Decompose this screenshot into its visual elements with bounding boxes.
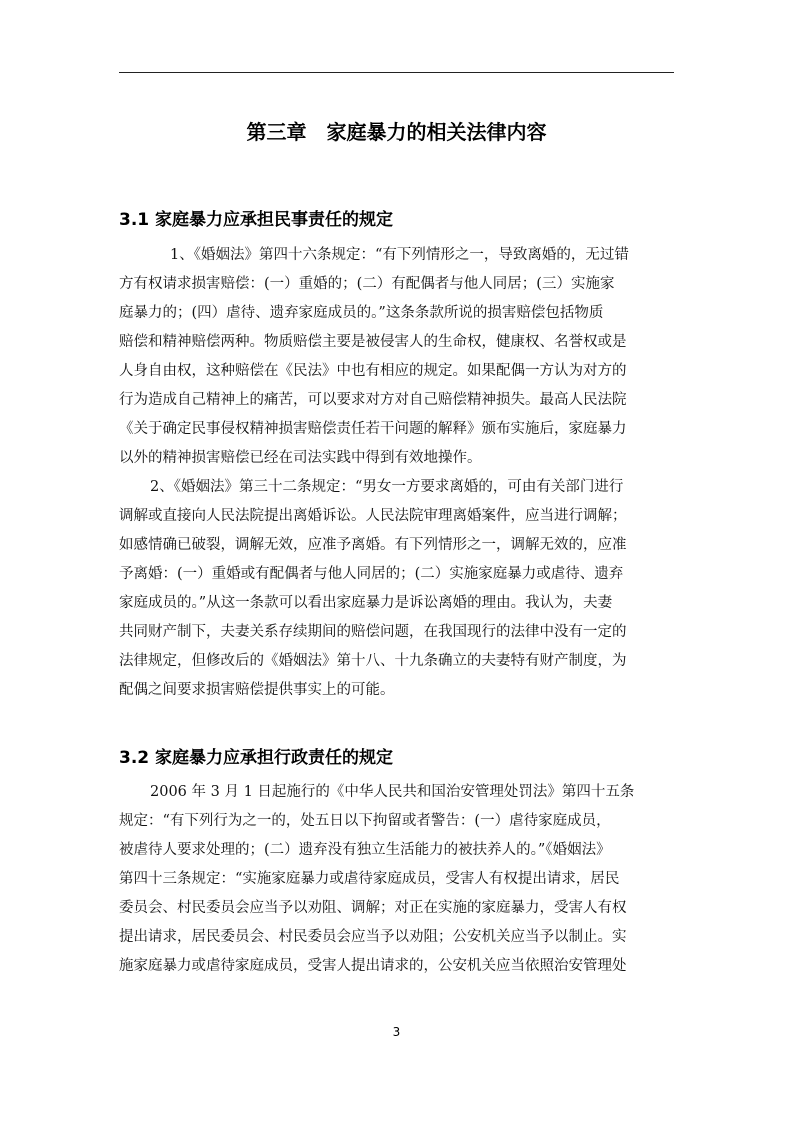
paragraph-line: 法律规定，但修改后的《婚姻法》第十八、十九条确立的夫妻特有财产制度，为 [119, 653, 627, 669]
paragraph-line: 行为造成自己精神上的痛苦，可以要求对方对自己赔偿精神损失。最高人民法院 [119, 392, 627, 408]
paragraph-line: 共同财产制下，夫妻关系存续期间的赔偿问题，在我国现行的法律中没有一定的 [119, 624, 627, 640]
section-heading-3-2: 3.2 家庭暴力应承担行政责任的规定 [119, 748, 394, 768]
paragraph-line: 规定：“有下列行为之一的，处五日以下拘留或者警告：(一）虐待家庭成员， [119, 813, 611, 829]
paragraph-line: 2、《婚姻法》第三十二条规定：“男女一方要求离婚的，可由有关部门进行 [150, 479, 624, 495]
paragraph-line: 1、《婚姻法》第四十六条规定：“有下列情形之一，导致离婚的，无过错 [170, 247, 629, 263]
paragraph-line: 提出请求，居民委员会、村民委员会应当予以劝阻；公安机关应当予以制止。实 [119, 929, 627, 945]
paragraph-line: 以外的精神损害赔偿已经在司法实践中得到有效地操作。 [119, 450, 482, 466]
paragraph-line: 第四十三条规定：“实施家庭暴力或虐待家庭成员，受害人有权提出请求，居民 [119, 871, 620, 887]
page-number: 3 [392, 1025, 401, 1039]
paragraph-line: 《关于确定民事侵权精神损害赔偿责任若干问题的解释》颁布实施后，家庭暴力 [119, 421, 627, 437]
paragraph-3-1-2 [119, 473, 674, 705]
paragraph-line: 人身自由权，这种赔偿在《民法》中也有相应的规定。如果配偶一方认为对方的 [119, 363, 627, 379]
section-heading-3-1: 3.1 家庭暴力应承担民事责任的规定 [119, 210, 394, 230]
paragraph-3-1-1 [119, 241, 674, 473]
paragraph-line: 配偶之间要求损害赔偿提供事实上的可能。 [119, 682, 395, 698]
paragraph-line: 委员会、村民委员会应当予以劝阻、调解；对正在实施的家庭暴力，受害人有权 [119, 900, 627, 916]
paragraph-line: 庭暴力的；(四）虐待、遗弃家庭成员的。”这条条款所说的损害赔偿包括物质 [119, 305, 604, 321]
chapter-title: 第三章 家庭暴力的相关法律内容 [246, 120, 547, 144]
paragraph-line: 赔偿和精神赔偿两种。物质赔偿主要是被侵害人的生命权，健康权、名誉权或是 [119, 334, 627, 350]
paragraph-line: 家庭成员的。”从这一条款可以看出家庭暴力是诉讼离婚的理由。我认为，夫妻 [119, 595, 613, 611]
paragraph-3-2-1 [119, 778, 674, 981]
header-rule [119, 72, 674, 73]
paragraph-line: 如感情确已破裂，调解无效，应准予离婚。有下列情形之一，调解无效的，应准 [119, 537, 627, 553]
paragraph-line: 方有权请求损害赔偿：(一）重婚的；(二）有配偶者与他人同居；(三）实施家 [119, 276, 615, 292]
paragraph-line: 被虐待人要求处理的；(二）遗弃没有独立生活能力的被扶养人的。”《婚姻法》 [119, 842, 611, 858]
paragraph-line: 2006 年 3 月 1 日起施行的《中华人民共和国治安管理处罚法》第四十五条 [150, 784, 635, 800]
paragraph-line: 予离婚：(一）重婚或有配偶者与他人同居的；(二）实施家庭暴力或虐待、遗弃 [119, 566, 624, 582]
paragraph-line: 调解或直接向人民法院提出离婚诉讼。人民法院审理离婚案件，应当进行调解； [119, 508, 627, 524]
paragraph-line: 施家庭暴力或虐待家庭成员，受害人提出请求的，公安机关应当依照治安管理处 [119, 958, 627, 974]
